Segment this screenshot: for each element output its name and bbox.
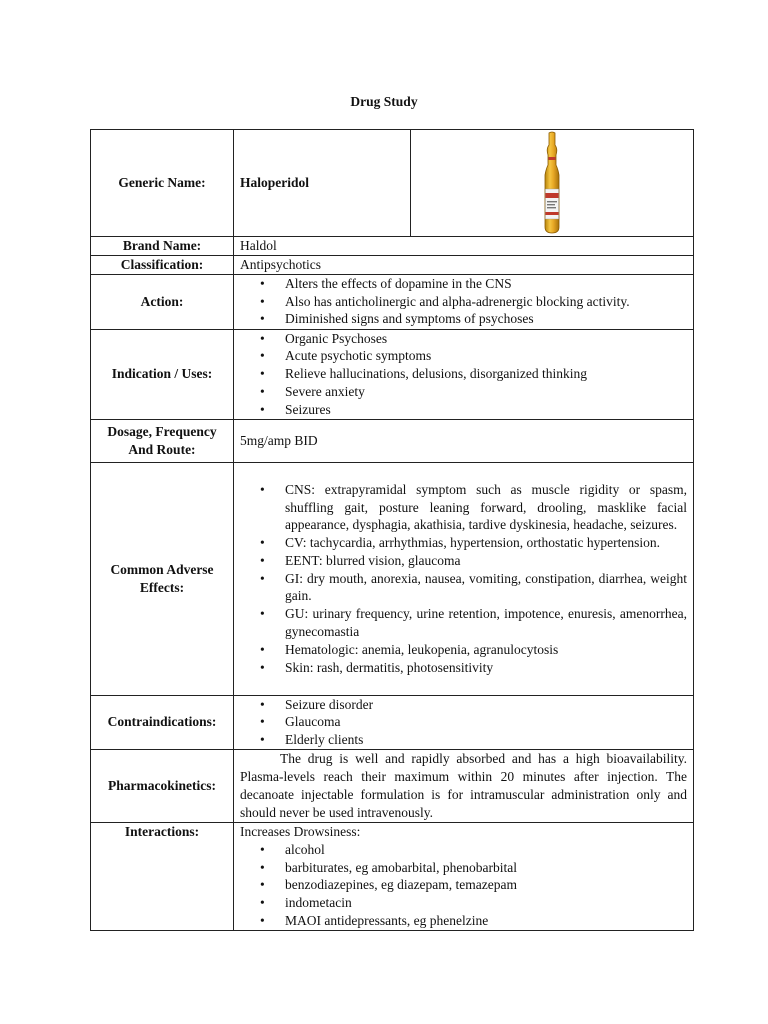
list-item: • barbiturates, eg amobarbital, phenobarbital (240, 859, 687, 877)
list-item: • Severe anxiety (240, 383, 687, 401)
indication-label: Indication / Uses: (91, 329, 234, 419)
list-item: • Acute psychotic symptoms (240, 347, 687, 365)
list-item: • alcohol (240, 841, 687, 859)
pharmacokinetics-cell (234, 749, 694, 822)
action-list (240, 275, 687, 328)
interactions-list (240, 841, 687, 930)
row-generic-name (91, 130, 694, 237)
classification-label: Classification: (91, 255, 234, 274)
list-item: • GI: dry mouth, anorexia, nausea, vomiting, constipation, diarrhea, weight gain. (240, 570, 687, 606)
adverse-label-line1: Common Adverse (110, 561, 214, 577)
list-item: • CNS: extrapyramidal symptom such as muscle rigidity or spasm, shuffling gait, posture leaning forward, drooling, masklike facial appearance, dysphagia, akathisia, tardive dyskinesia, headache, seizures. (240, 481, 687, 534)
generic-name-value: Haloperidol (234, 130, 411, 237)
dosage-label-line1: Dosage, Frequency (107, 423, 217, 439)
indication-cell (234, 329, 694, 419)
interactions-intro: Increases Drowsiness: (240, 823, 361, 839)
adverse-list (240, 481, 687, 677)
row-action (91, 274, 694, 329)
brand-name-value: Haldol (234, 237, 694, 256)
row-indication (91, 329, 694, 419)
list-item: • Relieve hallucinations, delusions, disorganized thinking (240, 365, 687, 383)
row-classification (91, 255, 694, 274)
list-item: • CV: tachycardia, arrhythmias, hypertension, orthostatic hypertension. (240, 534, 687, 552)
row-brand-name (91, 237, 694, 256)
row-pharmacokinetics (91, 749, 694, 822)
dosage-value: 5mg/amp BID (234, 419, 694, 462)
list-item: • Organic Psychoses (240, 330, 687, 348)
classification-value: Antipsychotics (234, 255, 694, 274)
document-title: Drug Study (350, 94, 418, 109)
brand-name-label: Brand Name: (91, 237, 234, 256)
row-dosage (91, 419, 694, 462)
drug-study-table (90, 129, 694, 931)
action-label: Action: (91, 274, 234, 329)
generic-name-label: Generic Name: (91, 130, 234, 237)
adverse-cell (234, 462, 694, 695)
contraindications-label: Contraindications: (91, 695, 234, 749)
row-interactions (91, 822, 694, 930)
list-item: • MAOI antidepressants, eg phenelzine (240, 912, 687, 930)
list-item: • Skin: rash, dermatitis, photosensitivity (240, 659, 687, 677)
list-item: • Seizures (240, 401, 687, 419)
list-item: • Glaucoma (240, 713, 687, 731)
list-item: • Also has anticholinergic and alpha-adrenergic blocking activity. (240, 293, 687, 311)
action-cell (234, 274, 694, 329)
list-item: • Seizure disorder (240, 696, 687, 714)
row-adverse-effects (91, 462, 694, 695)
indication-list (240, 330, 687, 419)
interactions-label: Interactions: (91, 822, 234, 930)
interactions-cell (234, 822, 694, 930)
list-item: • Elderly clients (240, 731, 687, 749)
list-item: • indometacin (240, 894, 687, 912)
contraindications-list (240, 696, 687, 749)
row-contraindications (91, 695, 694, 749)
list-item: • Diminished signs and symptoms of psychoses (240, 310, 687, 328)
list-item: • Hematologic: anemia, leukopenia, agranulocytosis (240, 641, 687, 659)
list-item: • GU: urinary frequency, urine retention, impotence, enuresis, amenorrhea, gynecomastia (240, 605, 687, 641)
list-item: • EENT: blurred vision, glaucoma (240, 552, 687, 570)
adverse-label-line2: Effects: (139, 579, 185, 595)
adverse-label (91, 462, 234, 695)
dosage-label-line2: And Route: (128, 441, 196, 457)
contraindications-cell (234, 695, 694, 749)
list-item: • Alters the effects of dopamine in the CNS (240, 275, 687, 293)
dosage-label (91, 419, 234, 462)
pharmacokinetics-text: The drug is well and rapidly absorbed and has a high bioavailability. Plasma-levels reach their maximum within 20 minutes after injection. The decanoate injectable formulation is for intramuscular administration only and should never be used intravenously. (240, 751, 687, 820)
ampoule-image (532, 131, 572, 235)
drug-image-cell (411, 130, 694, 237)
list-item: • benzodiazepines, eg diazepam, temazepam (240, 876, 687, 894)
pharmacokinetics-label: Pharmacokinetics: (91, 749, 234, 822)
